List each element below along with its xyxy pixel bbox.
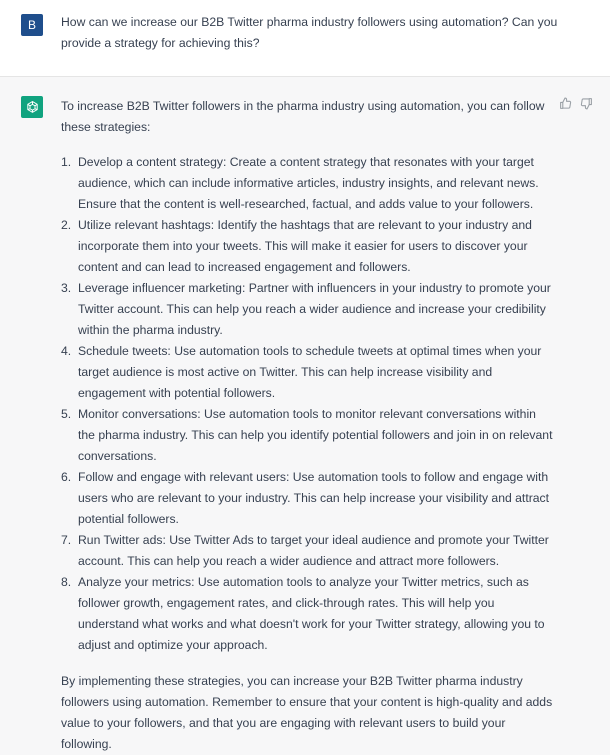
list-item [61, 341, 556, 404]
list-item-text: Monitor conversations: Use automation tools to monitor relevant conversations within the pharma industry. This can help you identify potential followers and join in on relevant conversations. [78, 407, 553, 463]
list-item-number: 1. [61, 155, 72, 169]
list-item-number: 2. [61, 218, 72, 232]
list-item-text: Leverage influencer marketing: Partner with influencers in your industry to promote your Twitter account. This can help you reach a wider audience and increase your credibility within the pharma industry. [78, 281, 551, 337]
user-question: How can we increase our B2B Twitter pharma industry followers using automation? Can you provide a strategy for achieving this? [61, 15, 558, 50]
list-item [61, 467, 556, 530]
answer-outro: By implementing these strategies, you can increase your B2B Twitter pharma industry followers using automation. Remember to ensure that your content is high-quality and adds value to your followers, and that you are engaging with relevant users to build your following. [61, 674, 553, 751]
list-item-number: 5. [61, 407, 72, 421]
list-item [61, 572, 556, 656]
list-item-number: 8. [61, 575, 72, 589]
list-item [61, 404, 556, 467]
list-item [61, 152, 556, 215]
list-item [61, 278, 556, 341]
feedback-controls [559, 97, 593, 110]
list-item-text: Utilize relevant hashtags: Identify the hashtags that are relevant to your industry and incorporate them into your tweets. This will make it easier for users to discover your content and can lead to increased engagement and followers. [78, 218, 532, 274]
list-item-number: 6. [61, 470, 72, 484]
thumbs-down-icon[interactable] [580, 97, 593, 110]
list-item-text: Schedule tweets: Use automation tools to schedule tweets at optimal times when your target audience is most active on Twitter. This can help increase visibility and engagement with potential followers. [78, 344, 542, 400]
list-item [61, 530, 556, 572]
answer-intro: To increase B2B Twitter followers in the pharma industry using automation, you can follow these strategies: [61, 99, 545, 134]
list-item-number: 4. [61, 344, 72, 358]
list-item-text: Analyze your metrics: Use automation tools to analyze your Twitter metrics, such as follower growth, engagement rates, and click-through rates. This will help you understand what works and what doesn't work for your Twitter strategy, allowing you to adjust and optimize your approach. [78, 575, 545, 652]
user-avatar: B [21, 14, 43, 36]
list-item-text: Follow and engage with relevant users: Use automation tools to follow and engage with users who are relevant to your industry. This can help increase your visibility and attract potential followers. [78, 470, 550, 526]
openai-logo-icon [21, 96, 43, 118]
assistant-answer [61, 96, 556, 755]
list-item-number: 3. [61, 281, 72, 295]
thumbs-up-icon[interactable] [559, 97, 572, 110]
list-item [61, 215, 556, 278]
list-item-text: Develop a content strategy: Create a content strategy that resonates with your target audience, which can include informative articles, industry insights, and relevant news. Ensure that the content is well-researched, factual, and adds value to your followers. [78, 155, 539, 211]
strategy-list [61, 152, 556, 656]
list-item-number: 7. [61, 533, 72, 547]
list-item-text: Run Twitter ads: Use Twitter Ads to target your ideal audience and promote your Twitter account. This can help you reach a wider audience and attract more followers. [78, 533, 549, 568]
